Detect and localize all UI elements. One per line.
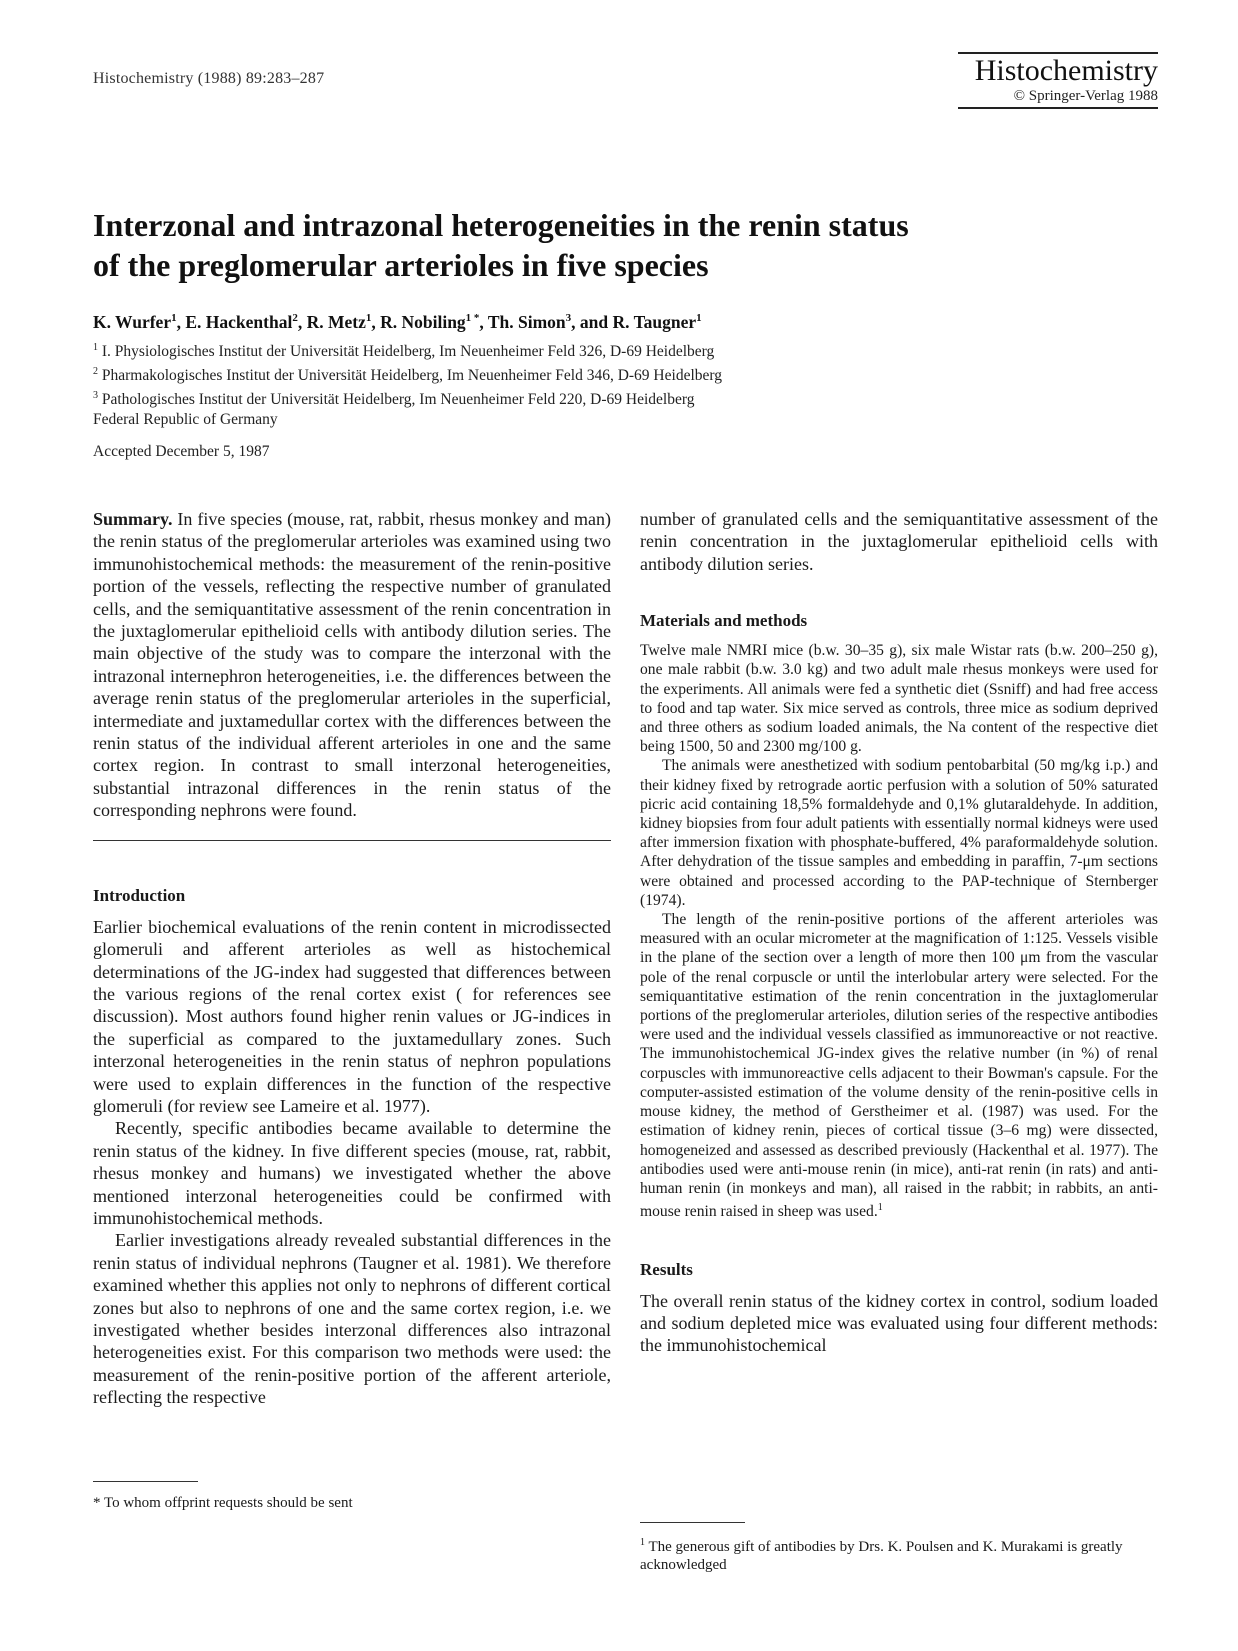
affiliation-text: Pharmakologisches Institut der Universität Heidelberg, Im Neuenheimer Feld 346, D-69 Heidelberg — [101, 367, 723, 385]
author-separator: , — [176, 312, 186, 332]
author-affiliation-marker: 3 — [565, 312, 572, 325]
affiliation-text: I. Physiologisches Institut der Universität Heidelberg, Im Neuenheimer Feld 326, D-69 Heidelberg — [101, 343, 715, 361]
author-name: R. Taugner — [612, 312, 697, 332]
introduction-paragraph: Recently, specific antibodies became available to determine the renin status of the kidney. In five different species (mouse, rat, rabbit, rhesus monkey and humans) we investigated whether the above mentioned interzonal heterogeneities could be confirmed with immunohistochemical methods. — [93, 1118, 611, 1228]
right-column — [640, 508, 1158, 1357]
affiliation-text: Pathologisches Institut der Universität Heidelberg, Im Neuenheimer Feld 220, D-69 Heidelberg — [101, 391, 695, 409]
footnote-rule-left — [93, 1481, 198, 1482]
affiliation-country: Federal Republic of Germany — [93, 411, 278, 429]
footnote-number: 1 — [640, 1537, 645, 1548]
summary-label: Summary. — [93, 509, 173, 529]
footnote-marker: 1 — [877, 1202, 883, 1214]
summary-continuation: number of granulated cells and the semiquantitative assessment of the renin concentration in the juxtaglomerular epithelioid cells with antibody dilution series. — [640, 509, 1158, 574]
methods-paragraph: The animals were anesthetized with sodium pentobarbital (50 mg/kg i.p.) and their kidney fixed by retrograde aortic perfusion with a solution of 50% saturated picric acid containing 18,5% formaldehyde and 0,1% glutaraldehyde. In addition, kidney biopsies from four adult patients with essentially normal kidneys were used after immersion fixation with phosphate-buffered, 4% paraformaldehyde solution. After dehydration of the tissue samples and embedding in paraffin, 7-μm sections were obtained and processed according to the PAP-technique of Sternberger (1974). — [640, 757, 1158, 909]
footnote-text: The generous gift of antibodies by Drs. K. Poulsen and K. Murakami is greatly acknowledged — [640, 1539, 1123, 1573]
author-name: E. Hackenthal — [185, 312, 293, 332]
methods-text: The length of the renin-positive portions of the afferent arterioles was measured with an ocular micrometer at the magnification of 1:125. Vessels visible in the plane of the section over a length of more then 100 μm from the vascular pole of the renal corpuscle or until the interlobular artery were selected. For the semiquantitative estimation of the renin concentration in the juxtaglomerular portions of the preglomerular arterioles, dilution series of the respective antibodies were used and the individual vessels classified as immunoreactive or not reactive. The immunohistochemical JG-index gives the relative number (in %) of renal corpuscles with immunoreactive cells adjacent to their Bowman's capsule. For the computer-assisted estimation of the volume density of the renin-positive cells in mouse kidney, the method of Gerstheimer et al. (1987) was used. For the estimation of kidney renin, pieces of cortical tissue (3–6 mg) were dissected, homogeneized and assessed as described previously (Hackenthal et al. 1977). The antibodies used were anti-mouse renin (in mice), anti-rat renin (in rats) and anti-human renin (in monkeys and man), all raised in the rabbit; in rabbits, an anti-mouse renin raised in sheep was used. — [640, 911, 1158, 1221]
footnote-corresponding: * To whom offprint requests should be sent — [93, 1495, 353, 1511]
methods-paragraph: Twelve male NMRI mice (b.w. 30–35 g), six male Wistar rats (b.w. 200–250 g), one male rabbit (b.w. 3.0 kg) and two adult male rhesus monkeys were used for the experiments. All animals were fed a synthetic diet (Ssniff) and had free access to food and tap water. Six mice served as controls, three mice as sodium deprived and three others as sodium loaded animals, the Na content of the respective diet being 1500, 50 and 2300 mg/100 g. — [640, 642, 1158, 756]
masthead-rule-bottom — [958, 107, 1158, 109]
journal-reference: Histochemistry (1988) 89:283–287 — [93, 70, 325, 87]
affiliation-item — [93, 338, 722, 362]
affiliation-marker: 2 — [93, 366, 98, 378]
author-affiliation-marker: 1 * — [465, 312, 480, 325]
affiliation-marker: 1 — [93, 342, 98, 353]
author-separator: , — [371, 312, 381, 332]
masthead-copyright: © Springer-Verlag 1988 — [1013, 88, 1158, 104]
results-paragraph: The overall renin status of the kidney cortex in control, sodium loaded and sodium depleted mice was evaluated using four different methods: the immunohistochemical — [640, 1290, 1158, 1356]
author-affiliation-marker: 1 — [365, 312, 372, 325]
author-name: R. Nobiling — [380, 312, 466, 332]
masthead-title: Histochemistry — [974, 54, 1158, 87]
author-affiliation-marker: 1 — [171, 312, 177, 325]
affiliation-item — [93, 362, 722, 386]
introduction-paragraph: Earlier investigations already revealed substantial differences in the renin status of individual nephrons (Taugner et al. 1981). We therefore examined whether this applies not only to nephrons of different cortical zones but also to nephrons of one and the same cortex region, i.e. we investigated whether besides interzonal differences also intrazonal heterogeneities exist. For this comparison two methods were used: the measurement of the renin-positive portion of the afferent arteriole, reflecting the respective — [93, 1230, 611, 1408]
author-affiliation-marker: 1 — [696, 312, 702, 325]
introduction-paragraph: Earlier biochemical evaluations of the renin content in microdissected glomeruli and afferent arterioles as well as histochemical determinations of the JG-index had suggested that differences between the various regions of the renal cortex exist ( for references see discussion). Most authors found higher renin values or JG-indices in the superficial as compared to the juxtamedullary zones. Such interzonal heterogeneities in the renin status of nephron populations were used to explain differences in the function of the respective glomeruli (for review see Lameire et al. 1977). — [93, 916, 611, 1116]
summary-separator — [93, 840, 611, 841]
affiliation-item — [93, 386, 722, 410]
footnote-acknowledgement — [640, 1534, 1158, 1574]
author-list — [93, 312, 702, 333]
author-name: Th. Simon — [487, 312, 566, 332]
left-column — [93, 508, 611, 1409]
summary-paragraph — [93, 508, 611, 822]
author-affiliation-marker: 2 — [292, 312, 298, 325]
affiliation-list — [93, 338, 722, 430]
author-separator: , — [479, 312, 488, 332]
author-name: K. Wurfer — [93, 312, 172, 332]
footnote-rule-right — [640, 1522, 745, 1523]
title-line-1: Interzonal and intrazonal heterogeneities in the renin status — [93, 207, 909, 243]
introduction-heading: Introduction — [93, 885, 186, 905]
summary-text: In five species (mouse, rat, rabbit, rhesus monkey and man) the renin status of the preglomerular arterioles was examined using two immunohistochemical methods: the measurement of the renin-positive portion of the vessels, reflecting the respective number of granulated cells, and the semiquantitative assessment of the renin concentration in the juxtaglomerular epithelioid cells with antibody dilution series. The main objective of the study was to compare the interzonal with the intrazonal internephron heterogeneities, i.e. the differences between the average renin status of the preglomerular arterioles in the superficial, intermediate and juxtamedullar cortex with the differences between the renin status of the individual afferent arterioles in one and the same cortex region. In contrast to small interzonal heterogeneities, substantial intrazonal differences in the renin status of the corresponding nephrons were found. — [93, 509, 611, 821]
author-separator: , and — [571, 312, 613, 332]
author-name: R. Metz — [306, 312, 366, 332]
methods-heading: Materials and methods — [640, 611, 808, 631]
author-separator: , — [297, 312, 307, 332]
article-title — [93, 205, 1143, 285]
accepted-date: Accepted December 5, 1987 — [93, 443, 270, 460]
title-line-2: of the preglomerular arterioles in five species — [93, 247, 709, 283]
results-heading: Results — [640, 1259, 693, 1279]
methods-paragraph — [640, 910, 1158, 1221]
journal-masthead — [958, 52, 1158, 109]
affiliation-marker: 3 — [93, 390, 98, 402]
